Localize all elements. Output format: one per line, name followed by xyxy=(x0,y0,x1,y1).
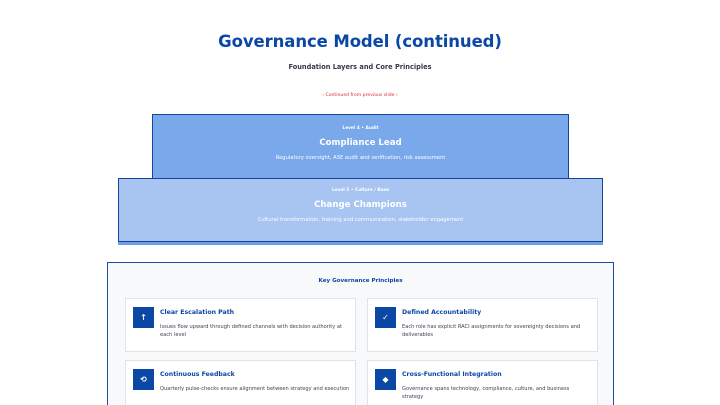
tier-level-4 xyxy=(152,114,569,180)
tier-description: Cultural transformation, training and communication, stakeholder engagement xyxy=(257,217,464,223)
principle-title: Clear Escalation Path xyxy=(160,309,235,316)
principle-card-escalation xyxy=(125,298,356,352)
principle-card-feedback xyxy=(125,360,356,405)
principle-description: Issues flow upward through defined channels with decision authority at each level xyxy=(160,324,343,339)
tier-name: Compliance Lead xyxy=(319,138,402,148)
page-subtitle: Foundation Layers and Core Principles xyxy=(288,63,432,71)
continued-note: ‹ Continued from previous slide › xyxy=(322,93,398,98)
principles-panel xyxy=(107,262,614,405)
diamond-icon: ◆ xyxy=(375,369,396,390)
principles-title: Key Governance Principles xyxy=(318,278,403,284)
principle-description: Quarterly pulse-checks ensure alignment between strategy and execution xyxy=(160,386,350,392)
tier-tag: Level 5 • Culture / Base xyxy=(331,188,390,193)
principle-title: Cross-Functional Integration xyxy=(402,371,502,378)
principle-card-accountability xyxy=(367,298,598,352)
principle-description: Governance spans technology, compliance, culture, and business strategy xyxy=(402,386,570,401)
check-icon: ✓ xyxy=(375,307,396,328)
arrow-up-icon: ↑ xyxy=(133,307,154,328)
tier-base-shadow xyxy=(118,242,603,245)
principle-card-integration xyxy=(367,360,598,405)
page-title: Governance Model (continued) xyxy=(218,32,502,51)
principle-title: Continuous Feedback xyxy=(160,371,235,378)
principle-title: Defined Accountability xyxy=(402,309,482,316)
tier-tag: Level 4 • Audit xyxy=(342,126,379,131)
tier-level-5 xyxy=(118,178,603,242)
refresh-icon: ⟲ xyxy=(133,369,154,390)
principle-description: Each role has explicit RACI assignments for sovereignty decisions and deliverables xyxy=(402,324,581,339)
tier-description: Regulatory oversight, ASE audit and verification, risk assessment xyxy=(275,155,446,161)
tier-name: Change Champions xyxy=(314,200,407,210)
